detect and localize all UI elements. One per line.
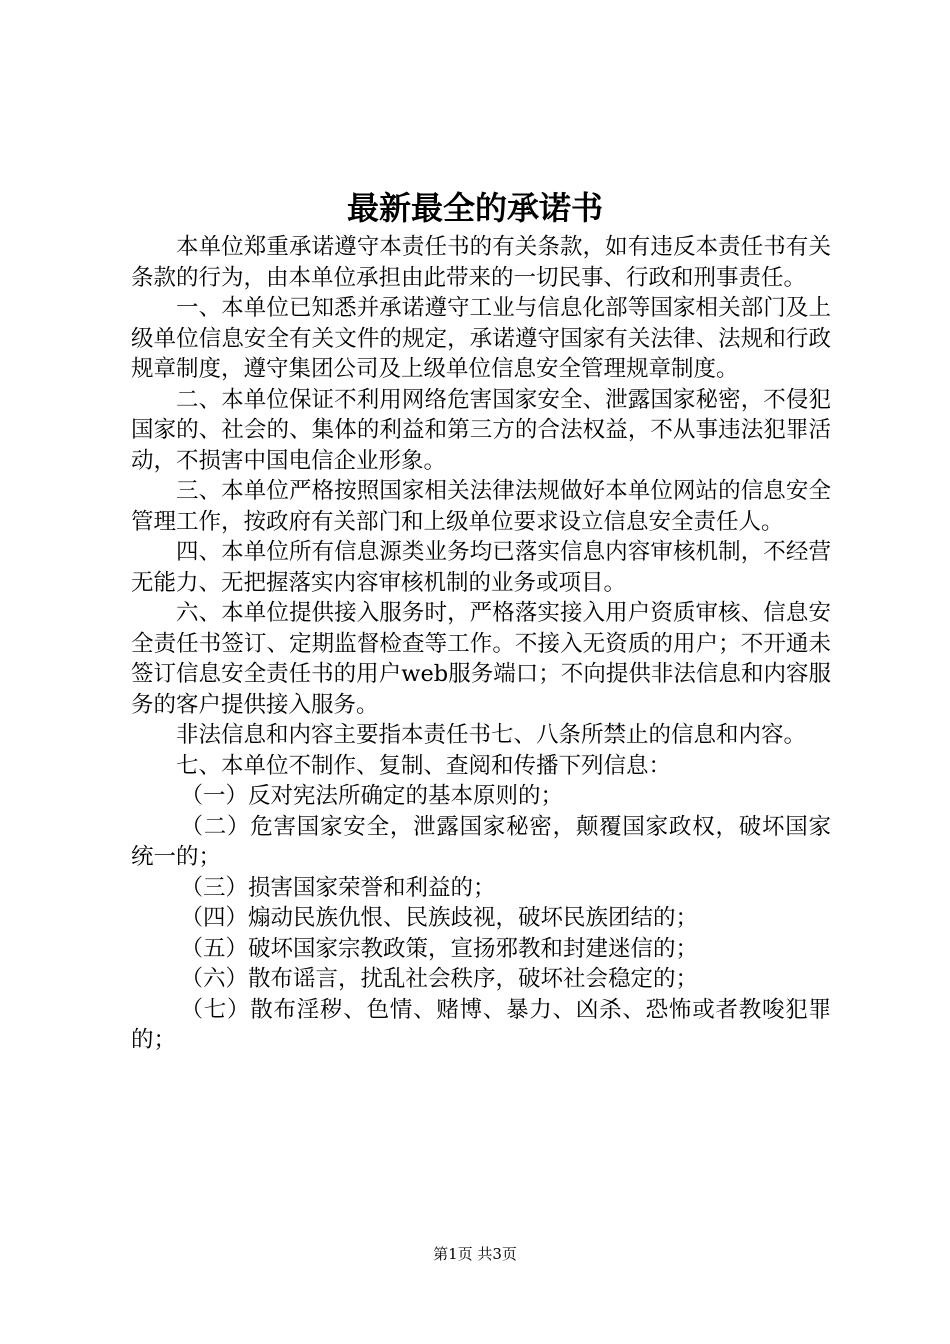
page-number-footer: 第1页 共3页 <box>433 1245 517 1263</box>
paragraph-item-3: 三、本单位严格按照国家相关法律法规做好本单位网站的信息安全管理工作，按政府有关部门和上级单位要求设立信息安全责任人。 <box>131 478 831 535</box>
paragraph-item-6: 六、本单位提供接入服务时，严格落实接入用户资质审核、信息安全责任书签订、定期监督检查等工作。不接入无资质的用户；不开通未签订信息安全责任书的用户web服务端口；不向提供非法信息和内容服务的客户提供接入服务。 <box>131 600 831 718</box>
paragraph-item-1: 一、本单位已知悉并承诺遵守工业与信息化部等国家相关部门及上级单位信息安全有关文件的规定，承诺遵守国家有关法律、法规和行政规章制度，遵守集团公司及上级单位信息安全管理规章制度。 <box>131 295 831 382</box>
list-item-7-5: （五）破坏国家宗教政策，宣扬邪教和封建迷信的； <box>180 935 699 962</box>
paragraph-item-2: 二、本单位保证不利用网络危害国家安全、泄露国家秘密，不侵犯国家的、社会的、集体的利益和第三方的合法权益，不从事违法犯罪活动，不损害中国电信企业形象。 <box>131 386 831 474</box>
list-item-7-3: （三）损害国家荣誉和利益的； <box>180 874 496 901</box>
paragraph-item-7: 七、本单位不制作、复制、查阅和传播下列信息： <box>176 752 672 779</box>
paragraph-item-4: 四、本单位所有信息源类业务均已落实信息内容审核机制，不经营无能力、无把握落实内容审核机制的业务或项目。 <box>131 539 831 596</box>
list-item-7-2: （二）危害国家安全，泄露国家秘密，颠覆国家政权，破坏国家统一的； <box>131 813 831 870</box>
list-item-7-4: （四）煽动民族仇恨、民族歧视，破坏民族团结的； <box>180 905 699 931</box>
list-item-7-6: （六）散布谣言，扰乱社会秩序，破坏社会稳定的； <box>180 966 699 992</box>
document-body <box>131 232 831 1056</box>
list-item-7-7: （七）散布淫秽、色情、赌博、暴力、凶杀、恐怖或者教唆犯罪的； <box>131 996 831 1053</box>
document-title: 最新最全的承诺书 <box>346 189 603 227</box>
paragraph-intro: 本单位郑重承诺遵守本责任书的有关条款，如有违反本责任书有关条款的行为，由本单位承担由此带来的一切民事、行政和刑事责任。 <box>131 234 831 291</box>
list-item-7-1: （一）反对宪法所确定的基本原则的； <box>180 783 564 809</box>
paragraph-illegal-info-note: 非法信息和内容主要指本责任书七、八条所禁止的信息和内容。 <box>176 722 807 748</box>
